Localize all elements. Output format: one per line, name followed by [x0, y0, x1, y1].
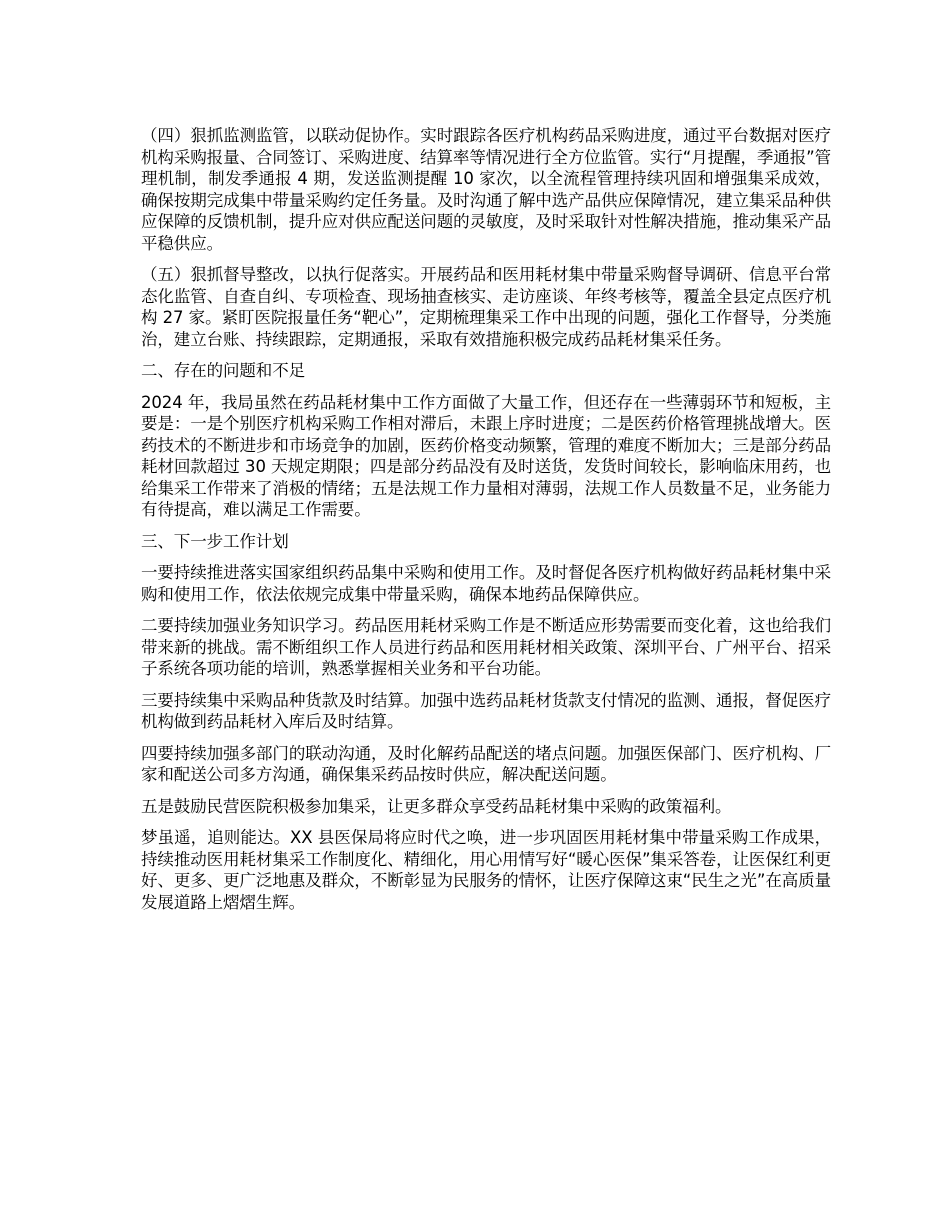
paragraph-plan-1: 一要持续推进落实国家组织药品集中采购和使用工作。及时督促各医疗机构做好药品耗材集中采购和使用工作，依法依规完成集中带量采购，确保本地药品保障供应。 [141, 563, 831, 604]
paragraph-plan-5: 五是鼓励民营医院积极参加集采，让更多群众享受药品耗材集中采购的政策福利。 [141, 796, 732, 816]
paragraph-conclusion: 梦虽遥，追则能达。XX 县医保局将应时代之唤，进一步巩固医用耗材集中带量采购工作成果，持续推动医用耗材集采工作制度化、精细化，用心用情写好“暖心医保”集采答卷，让医保红利更好、更多、更广泛地惠及群众，不断彰显为民服务的情怀，让医疗保障这束“民生之光”在高质量发展道路上熠熠生辉。 [141, 828, 831, 912]
paragraph-plan-4: 四要持续加强多部门的联动沟通，及时化解药品配送的堵点问题。加强医保部门、医疗机构、厂家和配送公司多方沟通，确保集采药品按时供应，解决配送问题。 [141, 743, 831, 784]
paragraph-monitoring: （四）狠抓监测监管，以联动促协作。实时跟踪各医疗机构药品采购进度，通过平台数据对医疗机构采购报量、合同签订、采购进度、结算率等情况进行全方位监管。实行“月提醒，季通报”管理机制，制发季通报 4 期，发送监测提醒 10 家次，以全流程管理持续巩固和增强集采成效，确保按期完成集中带量采购约定任务量。及时沟通了解中选产品供应保障情况，建立集采品种供应保障的反馈机制，提升应对供应配送问题的灵敏度，及时采取针对性解决措施，推动集采产品平稳供应。 [141, 126, 831, 253]
section-heading-problems: 二、存在的问题和不足 [141, 361, 306, 380]
paragraph-plan-2: 二要持续加强业务知识学习。药品医用耗材采购工作是不断适应形势需要而变化着，这也给我们带来新的挑战。需不断组织工作人员进行药品和医用耗材相关政策、深圳平台、广州平台、招采子系统各项功能的培训，熟悉掌握相关业务和平台功能。 [141, 616, 831, 678]
paragraph-supervision: （五）狠抓督导整改，以执行促落实。开展药品和医用耗材集中带量采购督导调研、信息平台常态化监管、自查自纠、专项检查、现场抽查核实、走访座谈、年终考核等，覆盖全县定点医疗机构 27 家。紧盯医院报量任务“靶心”，定期梳理集采工作中出现的问题，强化工作督导，分类施治，建立台账、持续跟踪，定期通报，采取有效措施积极完成药品耗材集采任务。 [141, 265, 831, 349]
paragraph-problems: 2024 年，我局虽然在药品耗材集中工作方面做了大量工作，但还存在一些薄弱环节和短板，主要是：一是个别医疗机构采购工作相对滞后，未跟上序时进度；二是医药价格管理挑战增大。医药技术的不断进步和市场竞争的加剧，医药价格变动频繁，管理的难度不断加大；三是部分药品耗材回款超过 30 天规定期限；四是部分药品没有及时送货，发货时间较长，影响临床用药，也给集采工作带来了消极的情绪；五是法规工作力量相对薄弱，法规工作人员数量不足，业务能力有待提高，难以满足工作需要。 [141, 392, 831, 519]
paragraph-plan-3: 三要持续集中采购品种货款及时结算。加强中选药品耗材货款支付情况的监测、通报，督促医疗机构做到药品耗材入库后及时结算。 [141, 690, 831, 731]
document-body [141, 125, 831, 923]
section-heading-next-plan: 三、下一步工作计划 [141, 531, 289, 551]
